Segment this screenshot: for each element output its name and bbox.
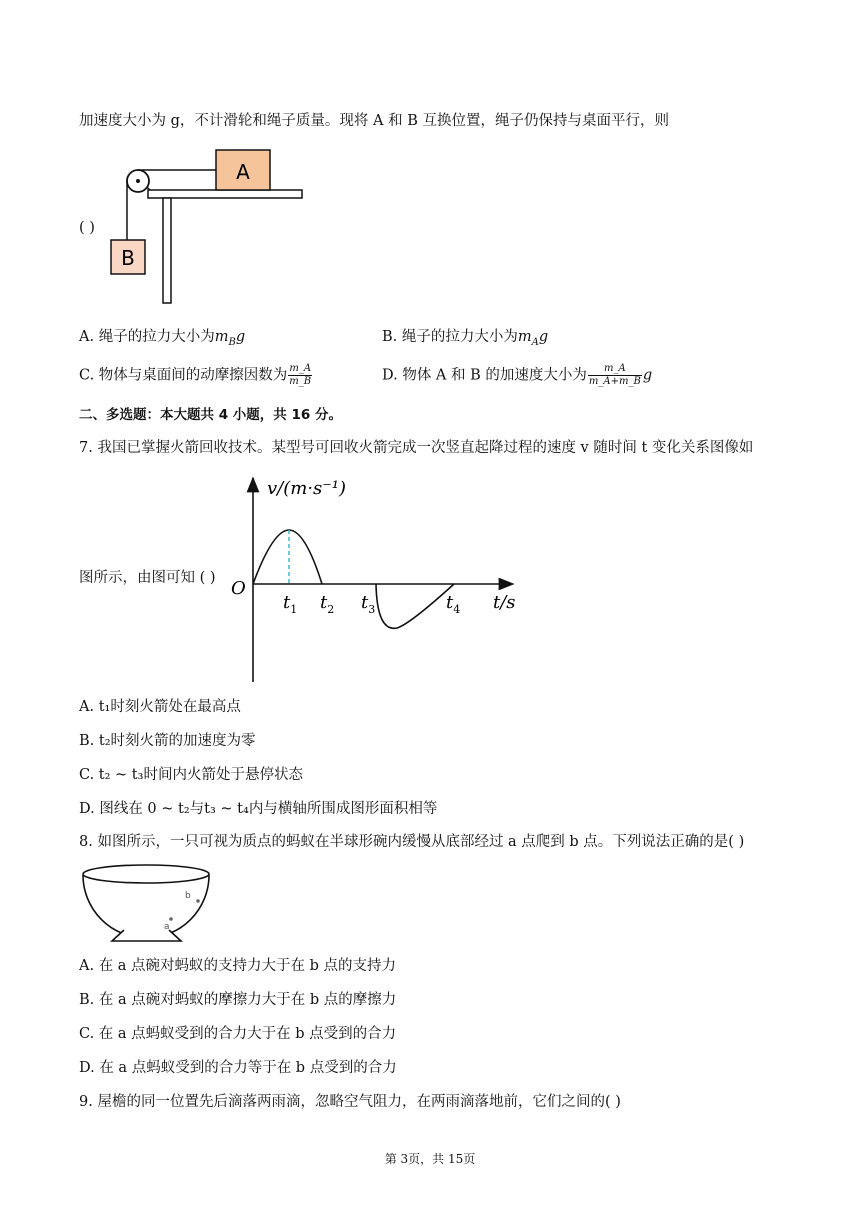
q8-bowl-figure xyxy=(80,863,220,945)
tick-t1: $t_1$ xyxy=(283,592,298,616)
q7-option-b: B. t₂时刻火箭的加速度为零 xyxy=(79,733,256,749)
q7-vt-graph xyxy=(225,472,525,687)
q6-option-c: C. 物体与桌面间的动摩擦因数为 $\frac{m\_A}{m\_B}$ xyxy=(79,363,312,387)
tick-t2: $t_2$ xyxy=(320,592,335,616)
q7-stem-line2: 图所示，由图可知 ( ) xyxy=(79,570,216,586)
q7-stem-line1: 7. 我国已掌握火箭回收技术。某型号可回收火箭完成一次竖直起降过程的速度 v 随时间 t 变化关系图像如 xyxy=(79,440,754,456)
q6-stem: 加速度大小为 g，不计滑轮和绳子质量。现将 A 和 B 互换位置，绳子仍保持与桌面平行，则 xyxy=(79,113,669,129)
section-heading: 二、多选题：本大题共 4 小题，共 16 分。 xyxy=(79,407,342,423)
q7-option-a: A. t₁时刻火箭处在最高点 xyxy=(79,699,241,715)
x-axis-label: t/s xyxy=(493,592,516,613)
point-b-label: b xyxy=(185,891,191,901)
q8-option-a: A. 在 a 点碗对蚂蚁的支持力大于在 b 点的支持力 xyxy=(79,958,397,974)
q8-option-c: C. 在 a 点蚂蚁受到的合力大于在 b 点受到的合力 xyxy=(79,1026,397,1042)
q7-option-c: C. t₂ ~ t₃时间内火箭处于悬停状态 xyxy=(79,767,303,783)
q8-option-d: D. 在 a 点蚂蚁受到的合力等于在 b 点受到的合力 xyxy=(79,1060,397,1076)
origin-label: O xyxy=(231,578,246,599)
q8-option-b: B. 在 a 点碗对蚂蚁的摩擦力大于在 b 点的摩擦力 xyxy=(79,992,397,1008)
q6-option-a: A. 绳子的拉力大小为$m_Bg$ xyxy=(79,329,246,348)
q6-option-d: D. 物体 A 和 B 的加速度大小为 $\frac{m\_A}{m\_A+m\_B}$ g xyxy=(382,363,653,387)
block-b-label: B xyxy=(121,246,135,270)
q6-answer-paren: ( ) xyxy=(79,220,95,236)
y-axis-label: v/(m·s⁻¹) xyxy=(267,478,347,499)
q7-option-d: D. 图线在 0 ~ t₂与t₃ ~ t₄内与横轴所围成图形面积相等 xyxy=(79,801,438,817)
q6-option-b: B. 绳子的拉力大小为$m_Ag$ xyxy=(382,329,549,348)
tick-t4: $t_4$ xyxy=(446,592,461,616)
tick-t3: $t_3$ xyxy=(361,592,376,616)
q8-stem: 8. 如图所示，一只可视为质点的蚂蚁在半球形碗内缓慢从底部经过 a 点爬到 b 点。下列说法正确的是( ) xyxy=(79,834,745,850)
q9-stem: 9. 屋檐的同一位置先后滴落两雨滴，忽略空气阻力，在两雨滴落地前，它们之间的( ) xyxy=(79,1094,621,1110)
page-footer: 第 3页，共 15页 xyxy=(384,1152,476,1166)
block-a-label: A xyxy=(236,160,250,184)
q6-pulley-figure xyxy=(105,148,335,308)
point-a-label: a xyxy=(164,922,170,932)
